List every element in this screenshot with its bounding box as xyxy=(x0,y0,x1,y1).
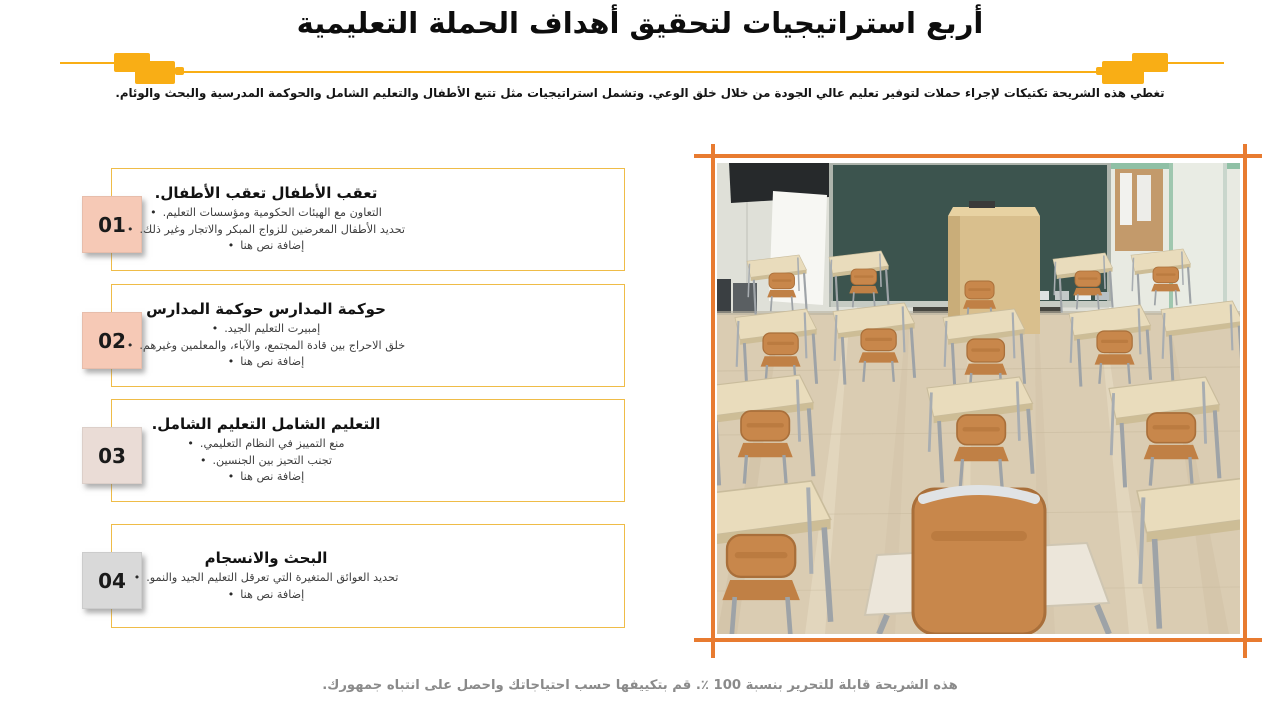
bullet-item xyxy=(127,222,405,239)
strategy-number: 01 xyxy=(82,196,142,253)
bullet-icon: • xyxy=(227,470,235,484)
strategy-bullets xyxy=(187,436,344,486)
strategy-bullets xyxy=(127,321,405,371)
strategy-card xyxy=(0,168,680,271)
bullet-icon: • xyxy=(150,206,157,220)
strategy-number: 03 xyxy=(82,427,142,484)
bullet-text: منع التمييز في النظام التعليمي. xyxy=(199,437,345,451)
strategy-card xyxy=(0,399,680,502)
bullet-item xyxy=(127,205,405,222)
strategy-number: 04 xyxy=(82,552,142,609)
divider-line-outer-left xyxy=(60,62,116,64)
bullet-item xyxy=(134,570,399,587)
photo-frame-bottom xyxy=(694,638,1262,642)
photo-frame-right xyxy=(1243,144,1247,658)
bullet-icon: • xyxy=(126,338,134,352)
bullet-text: تحديد الأطفال المعرضين للزواج المبكر والاتجار وغير ذلك. xyxy=(139,222,406,236)
bullet-item xyxy=(187,436,344,453)
bullet-text: تحديد العوائق المتغيرة التي تعرقل التعليم الجيد والنمو. xyxy=(146,571,399,584)
bullet-item xyxy=(127,238,405,255)
strategy-title: التعليم الشامل التعليم الشامل. xyxy=(151,415,381,434)
bullet-item xyxy=(187,469,344,486)
strategy-title: البحث والانسجام xyxy=(204,549,328,567)
bullet-icon: • xyxy=(133,571,141,584)
strategy-card xyxy=(0,524,680,628)
slide-subtitle: تغطي هذه الشريحة تكتيكات لإجراء حملات لتوفير تعليم عالي الجودة من خلال خلق الوعي. وتشمل استراتيجيات مثل تتبع الأطفال والتعليم الشامل والحوكمة المدرسية والبحث والوئام. xyxy=(115,86,1165,100)
bullet-item xyxy=(187,453,344,470)
slide-title: أربع استراتيجيات لتحقيق أهداف الحملة التعليمية xyxy=(296,6,984,40)
strategy-content xyxy=(133,524,399,628)
bullet-text: إضافة نص هنا xyxy=(240,587,305,601)
divider-nub-left xyxy=(175,67,184,75)
bullet-icon: • xyxy=(187,437,194,451)
bullet-icon: • xyxy=(227,239,235,253)
bullet-item xyxy=(134,587,399,604)
divider-connector-small-right xyxy=(1132,53,1168,72)
bullet-text: إضافة نص هنا xyxy=(240,470,305,484)
bullet-item xyxy=(127,338,405,355)
bullet-text: التعاون مع الهيئات الحكومية ومؤسسات التعليم. xyxy=(162,206,382,220)
strategy-content xyxy=(146,399,386,502)
bullet-icon: • xyxy=(227,587,235,601)
photo-frame-top xyxy=(694,154,1262,158)
strategy-content xyxy=(126,168,406,271)
strategy-bullets xyxy=(134,570,399,603)
bullet-text: إضافة نص هنا xyxy=(240,355,305,369)
bullet-item xyxy=(127,354,405,371)
bullet-text: إمبيرت التعليم الجيد. xyxy=(224,322,321,336)
bullet-icon: • xyxy=(199,453,207,467)
divider-line-outer-right xyxy=(1168,62,1224,64)
photo-frame-left xyxy=(711,144,715,658)
divider-connector-large-left xyxy=(135,61,175,84)
slide-footer: هذه الشريحة قابلة للتحرير بنسبة 100 ٪. قم بتكييفها حسب احتياجاتك واحصل على انتباه جمهورك. xyxy=(322,678,958,693)
classroom-illustration xyxy=(717,163,1240,634)
strategy-content xyxy=(126,284,406,387)
strategy-title: تعقب الأطفال تعقب الأطفال. xyxy=(154,184,378,203)
strategy-number: 02 xyxy=(82,312,142,369)
strategy-title: حوكمة المدارس حوكمة المدارس xyxy=(146,300,386,319)
bullet-item xyxy=(127,321,405,338)
bullet-text: إضافة نص هنا xyxy=(240,239,305,253)
strategy-list xyxy=(0,168,680,641)
strategy-bullets xyxy=(127,205,405,255)
bullet-icon: • xyxy=(227,355,235,369)
strategy-card xyxy=(0,284,680,387)
bullet-icon: • xyxy=(126,222,134,236)
bullet-text: تجنب التحيز بين الجنسين. xyxy=(212,453,333,467)
classroom-photo xyxy=(717,163,1240,634)
bullet-icon: • xyxy=(211,322,219,336)
bullet-text: خلق الاحراج بين قادة المجتمع، والآباء، والمعلمين وغيرهم. xyxy=(139,338,406,352)
title-divider-line xyxy=(184,71,1096,73)
